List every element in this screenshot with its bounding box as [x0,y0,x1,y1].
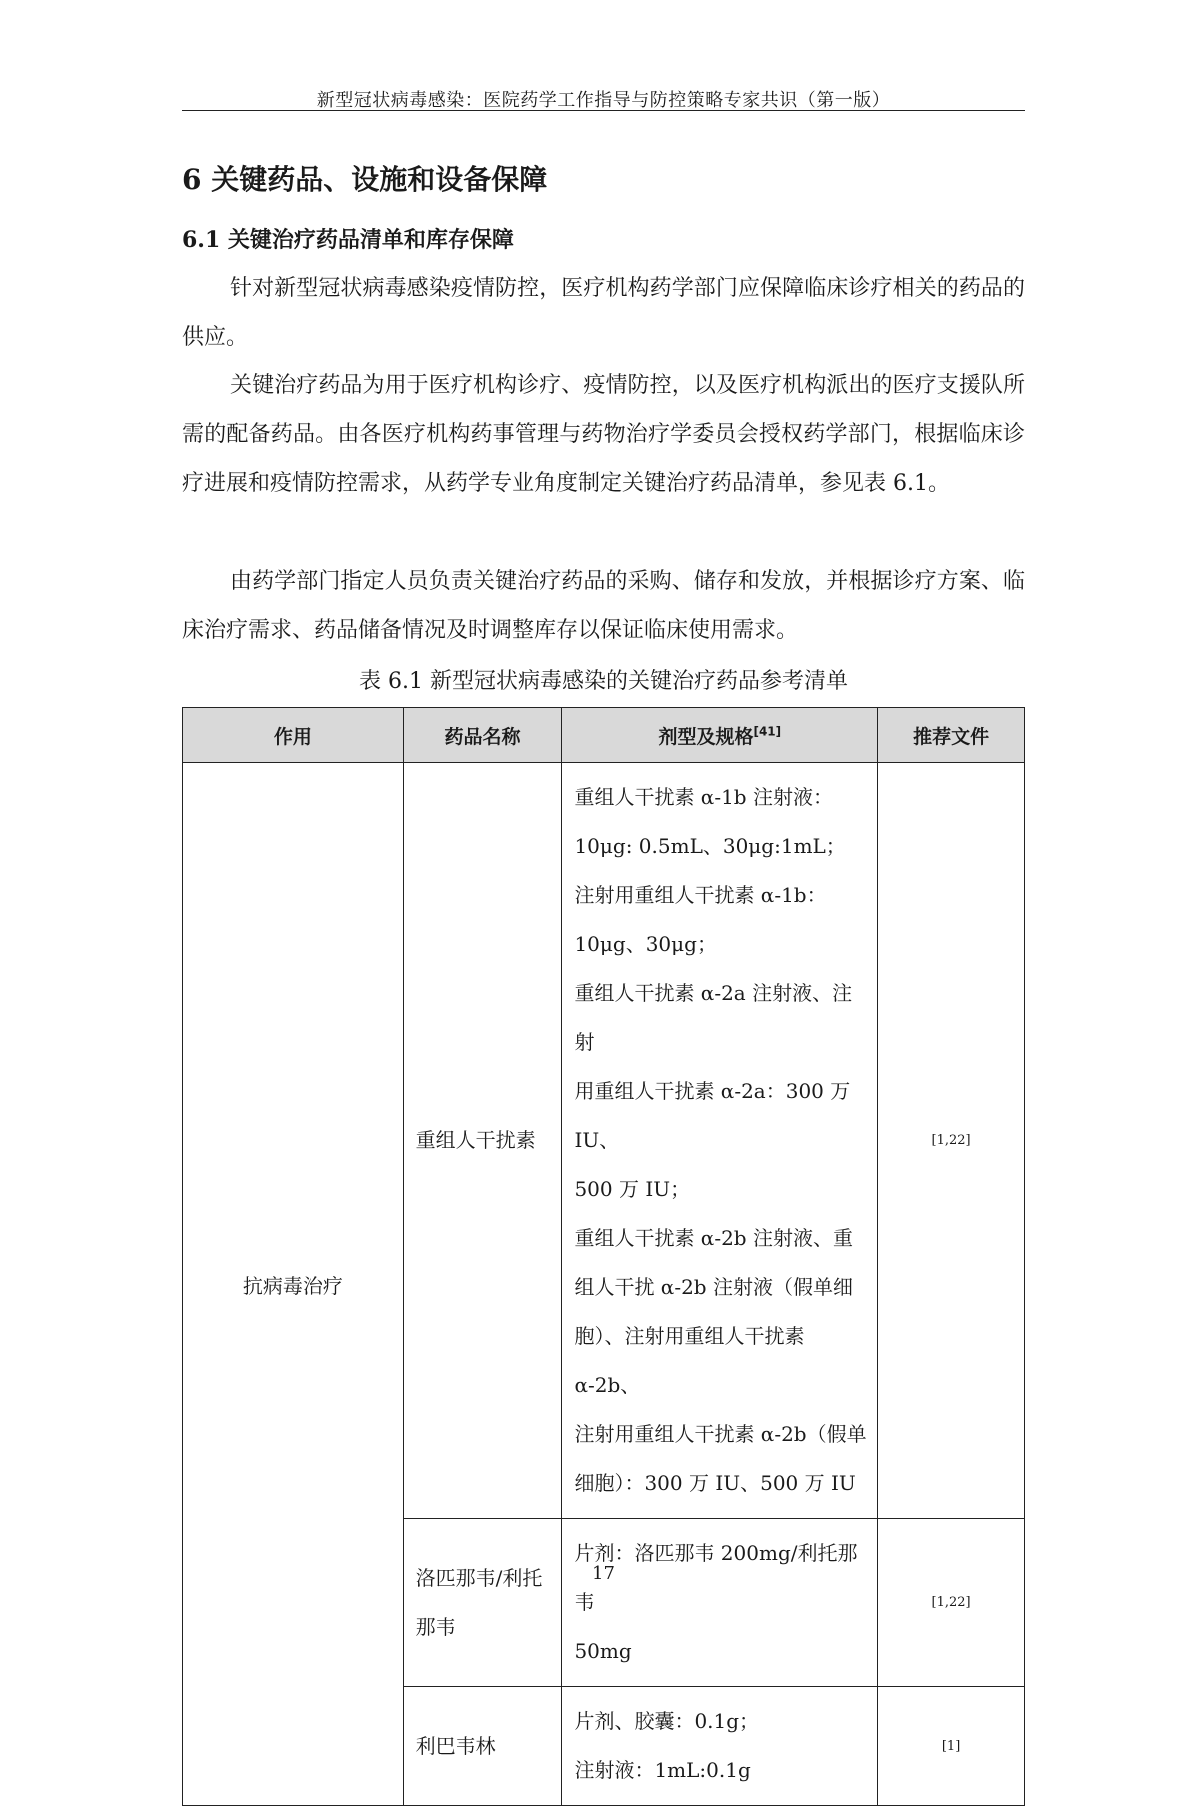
header-action: 作用 [183,708,404,763]
page-number: 17 [592,1563,615,1584]
table-row [183,763,1025,1519]
header-spec-label: 剂型及规格 [658,725,754,748]
spec-line: 注射用重组人干扰素 α-2b（假单 [574,1422,867,1446]
drug-table [182,707,1025,1806]
spec-cell [562,763,878,1519]
recommendation-cell: [1] [878,1687,1025,1806]
header-spec-ref: [41] [753,724,782,739]
chapter-title: 6 关键药品、设施和设备保障 [182,163,548,196]
running-header: 新型冠状病毒感染：医院药学工作指导与防控策略专家共识（第一版） [316,90,891,111]
spec-line: 重组人干扰素 α-2b 注射液、重 [574,1226,853,1250]
drug-name-line: 那韦 [415,1614,456,1639]
spec-line: 注射用重组人干扰素 α-1b： [574,883,827,907]
spec-line: 重组人干扰素 α-2a 注射液、注射 [574,981,853,1054]
header-recommendation: 推荐文件 [878,708,1025,763]
table-caption: 表 6.1 新型冠状病毒感染的关键治疗药品参考清单 [359,669,848,694]
spec-line: 注射液：1mL:0.1g [574,1758,751,1782]
header-drug-name: 药品名称 [403,708,562,763]
spec-line: 细胞）：300 万 IU、500 万 IU [574,1471,856,1495]
spec-line: 重组人干扰素 α-1b 注射液： [574,785,833,809]
header-rule [182,110,1025,111]
spec-cell [562,1687,878,1806]
drug-name-cell: 利巴韦林 [403,1687,562,1806]
spec-line: 片剂：洛匹那韦 200mg/利托那韦 [574,1541,858,1614]
spec-line: 500 万 IU； [574,1177,691,1201]
spec-line: 胞）、注射用重组人干扰素 α-2b、 [574,1324,805,1397]
drug-name-cell [403,1519,562,1687]
section-title: 6.1 关键治疗药品清单和库存保障 [182,227,514,253]
spec-line: 用重组人干扰素 α-2a：300 万 IU、 [574,1079,851,1152]
spec-line: 片剂、胶囊：0.1g； [574,1709,760,1733]
action-cell: 抗病毒治疗 [183,763,404,1806]
paragraph-2: 关键治疗药品为用于医疗机构诊疗、疫情防控，以及医疗机构派出的医疗支援队所需的配备药品。由各医疗机构药事管理与药物治疗学委员会授权药学部门，根据临床诊疗进展和疫情防控需求，从药学专业角度制定关键治疗药品清单，参见表 6.1。 [182,373,1025,496]
spec-line: 50mg [574,1639,632,1663]
paragraph-1: 针对新型冠状病毒感染疫情防控，医疗机构药学部门应保障临床诊疗相关的药品的供应。 [182,276,1025,350]
table-header-row [183,708,1025,763]
header-spec [562,708,878,763]
recommendation-cell: [1,22] [878,763,1025,1519]
paragraph-3: 由药学部门指定人员负责关键治疗药品的采购、储存和发放，并根据诊疗方案、临床治疗需求、药品储备情况及时调整库存以保证临床使用需求。 [182,569,1025,643]
spec-line: 组人干扰 α-2b 注射液（假单细 [574,1275,853,1299]
spec-cell [562,1519,878,1687]
recommendation-cell: [1,22] [878,1519,1025,1687]
drug-name-cell: 重组人干扰素 [403,763,562,1519]
drug-name-line: 洛匹那韦/利托 [415,1565,543,1590]
spec-line: 10μg: 0.5mL、30μg:1mL； [574,834,846,858]
spec-line: 10μg、30μg； [574,932,717,956]
